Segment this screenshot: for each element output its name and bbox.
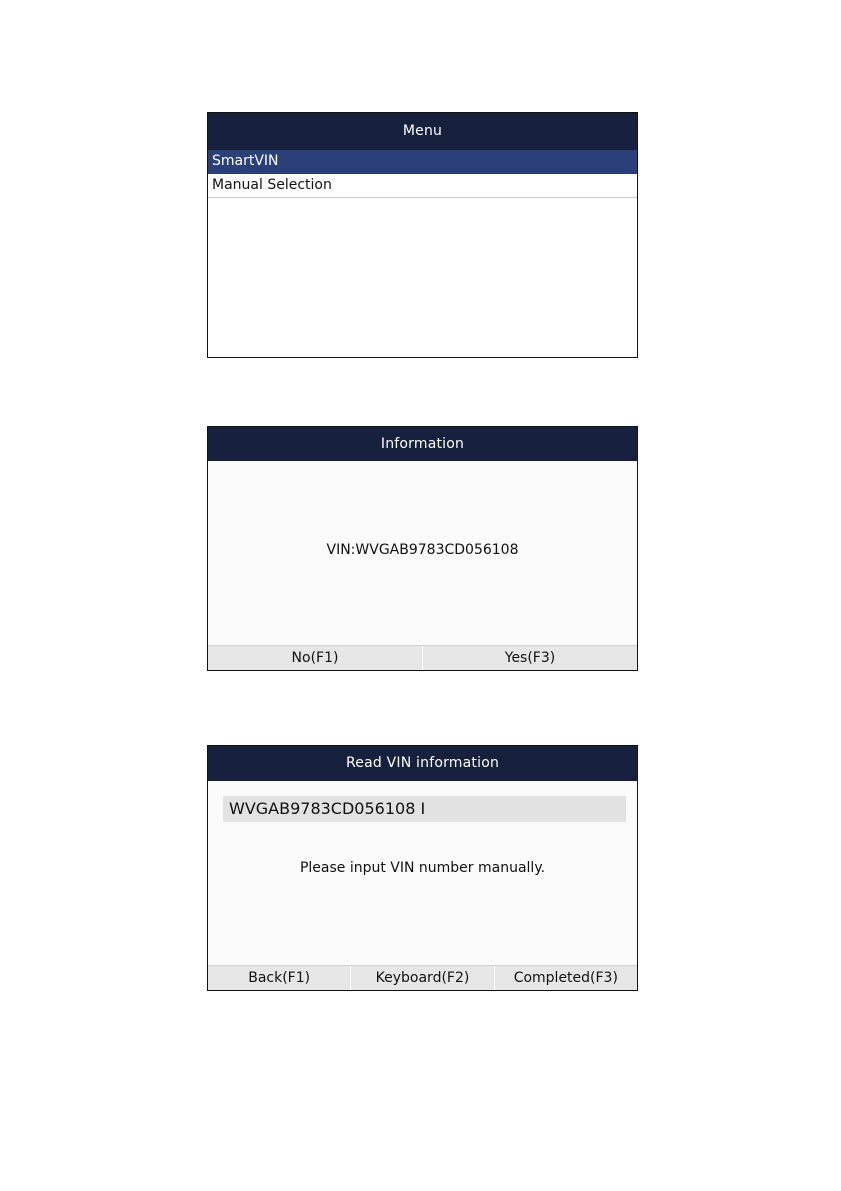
read-vin-button-bar — [208, 965, 637, 990]
menu-item-manual-selection[interactable]: Manual Selection — [208, 174, 637, 198]
completed-button[interactable]: Completed(F3) — [495, 966, 637, 990]
read-vin-screen — [207, 745, 638, 991]
menu-screen — [207, 112, 638, 358]
back-button[interactable]: Back(F1) — [208, 966, 351, 990]
information-title: Information — [208, 427, 637, 461]
menu-item-smartvin[interactable]: SmartVIN — [208, 150, 637, 174]
manual-input-prompt: Please input VIN number manually. — [299, 860, 546, 876]
read-vin-title: Read VIN information — [208, 746, 637, 781]
information-body — [208, 461, 637, 645]
vin-input-field[interactable]: WVGAB9783CD056108 I — [223, 796, 626, 822]
keyboard-button[interactable]: Keyboard(F2) — [351, 966, 494, 990]
yes-button[interactable]: Yes(F3) — [423, 646, 637, 670]
information-button-bar — [208, 645, 637, 670]
vin-text: VIN:WVGAB9783CD056108 — [326, 542, 519, 558]
no-button[interactable]: No(F1) — [208, 646, 423, 670]
information-screen — [207, 426, 638, 671]
menu-title: Menu — [208, 113, 637, 150]
